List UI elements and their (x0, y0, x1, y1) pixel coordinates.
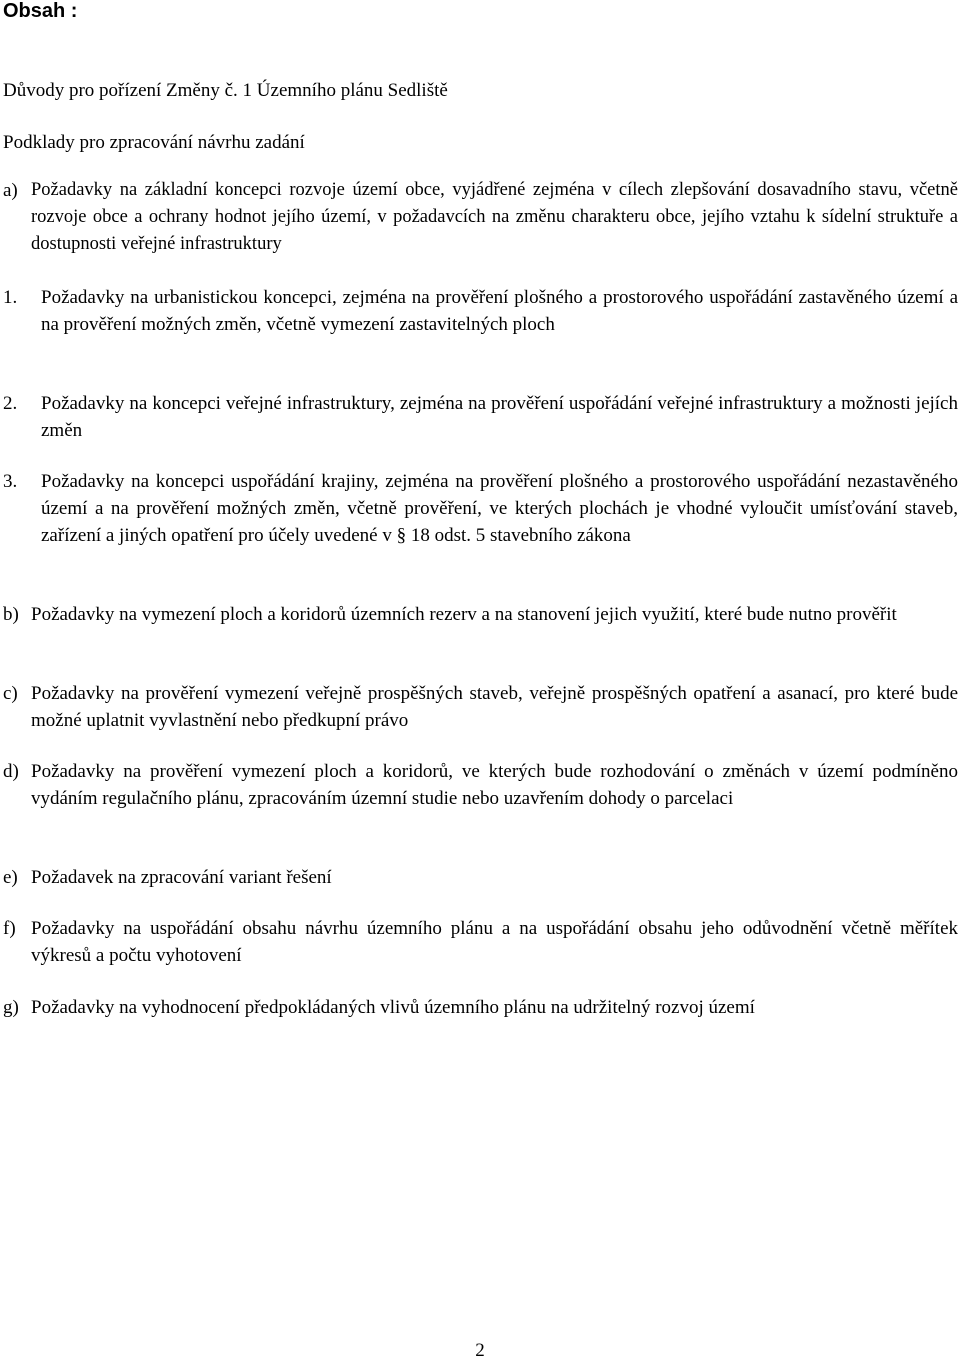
item-marker: d) (3, 761, 19, 782)
toc-item-c (3, 680, 958, 734)
item-marker: e) (3, 867, 18, 888)
item-marker: a) (3, 180, 18, 201)
item-marker: 3. (3, 471, 18, 492)
toc-item-f (3, 915, 958, 969)
page-title: Obsah : (3, 0, 78, 22)
item-text: Požadavky na prověření vymezení ploch a koridorů, ve kterých bude rozhodování o změnách v území podmíněno vydáním regulačního plánu, zpracováním územní studie nebo uzavřením dohody o parcelaci (31, 761, 958, 809)
item-marker: c) (3, 683, 18, 704)
item-marker: 2. (3, 393, 18, 414)
item-text: Požadavky na koncepci veřejné infrastruktury, zejména na prověření uspořádání veřejné infrastruktury a možnosti jejích změn (41, 393, 958, 441)
toc-item-d (3, 758, 958, 812)
item-marker: 1. (3, 287, 18, 308)
item-text: Požadavky na uspořádání obsahu návrhu územního plánu a na uspořádání obsahu jeho odůvodnění včetně měřítek výkresů a počtu vyhotovení (31, 918, 958, 966)
toc-entry-basis: Podklady pro zpracování návrhu zadání (3, 132, 305, 153)
item-marker: b) (3, 604, 19, 625)
toc-item-b (3, 601, 958, 628)
item-marker: g) (3, 997, 19, 1018)
toc-item-a (3, 177, 958, 258)
item-text: Požadavky na koncepci uspořádání krajiny, zejména na prověření plošného a prostorového uspořádání nezastavěného území a na prověření možných změn, včetně prověření, ve kterých plochách je vhodné vyloučit umísťování staveb, zařízení a jiných opatření pro účely uvedené v § 18 odst. 5 stavebního zákona (41, 471, 958, 546)
item-text: Požadavek na zpracování variant řešení (31, 867, 332, 888)
item-marker: f) (3, 918, 16, 939)
toc-item-2 (3, 390, 958, 444)
item-text: Požadavky na urbanistickou koncepci, zejména na prověření plošného a prostorového uspořádání zastavěného území a na prověření možných změn, včetně vymezení zastavitelných ploch (41, 287, 958, 335)
toc-entry-reasons: Důvody pro pořízení Změny č. 1 Územního plánu Sedliště (3, 80, 448, 101)
toc-item-1 (3, 284, 958, 338)
item-text: Požadavky na vymezení ploch a koridorů územních rezerv a na stanovení jejich využití, které bude nutno prověřit (31, 604, 897, 625)
item-text: Požadavky na prověření vymezení veřejně prospěšných staveb, veřejně prospěšných opatření a asanací, pro které bude možné uplatnit vyvlastnění nebo předkupní právo (31, 683, 958, 731)
item-text: Požadavky na základní koncepci rozvoje území obce, vyjádřené zejména v cílech zlepšování dosavadního stavu, včetně rozvoje obce a ochrany hodnot jejího území, v požadavcích na změnu charakteru obce, jejího vztahu k sídelní struktuře a dostupnosti veřejné infrastruktury (31, 180, 958, 254)
toc-item-e (3, 864, 958, 891)
page-number: 2 (475, 1340, 485, 1361)
toc-item-g (3, 994, 958, 1021)
item-text: Požadavky na vyhodnocení předpokládaných vlivů územního plánu na udržitelný rozvoj území (31, 997, 755, 1018)
toc-item-3 (3, 468, 958, 549)
